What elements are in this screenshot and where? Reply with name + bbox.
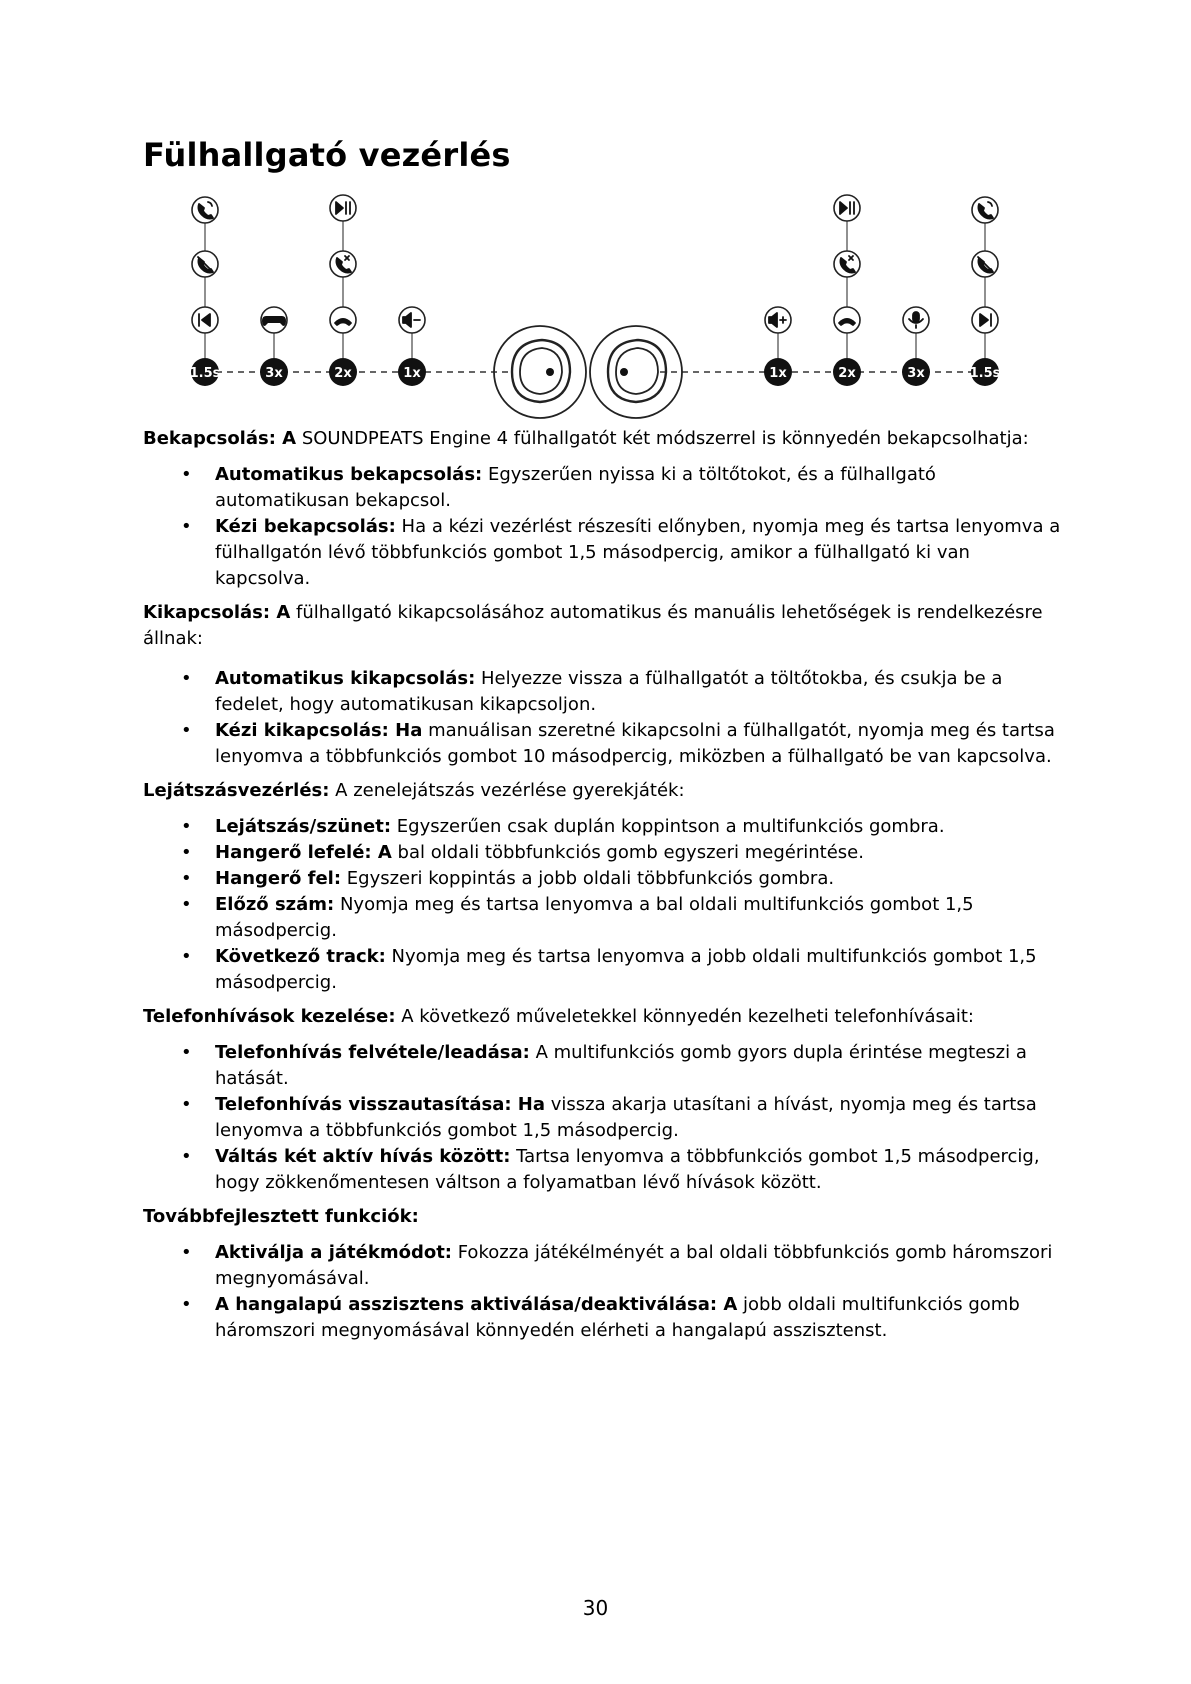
earbud-control-diagram: [0, 186, 1191, 426]
section-power-off: Kikapcsolás: A fülhallgató kikapcsolásához automatikus és manuális lehetőségek is rendelkezésre állnak:: [143, 602, 1043, 649]
section-power-on: Bekapcsolás: A SOUNDPEATS Engine 4 fülhallgatót két módszerrel is könnyedén bekapcsolhatja:: [143, 428, 1029, 449]
playback-list: [143, 814, 1063, 996]
section-calls: Telefonhívások kezelése: A következő műveletekkel könnyedén kezelheti telefonhívásait:: [143, 1006, 974, 1027]
list-item: • Aktiválja a játékmódot: Fokozza játékélményét a bal oldali többfunkciós gomb háromszori megnyomásával.: [143, 1240, 1063, 1292]
page-number: 30: [582, 1596, 609, 1620]
list-item: • Következő track: Nyomja meg és tartsa lenyomva a jobb oldali multifunkciós gombot 1,5 másodpercig.: [143, 944, 1063, 996]
section-advanced: Továbbfejlesztett funkciók:: [143, 1206, 419, 1227]
press-badge-left-2: 3x: [265, 366, 283, 381]
advanced-list: [143, 1240, 1063, 1344]
power-on-list: [143, 462, 1063, 592]
press-badge-right-4: 1.5s: [969, 366, 1001, 381]
list-item: • Automatikus kikapcsolás: Helyezze vissza a fülhallgatót a töltőtokba, és csukja be a fedelet, hogy automatikusan kikapcsoljon.: [143, 666, 1063, 718]
section-playback: Lejátszásvezérlés: A zenelejátszás vezérlése gyerekjáték:: [143, 780, 685, 801]
right-earbud-illustration: [590, 326, 682, 418]
press-badge-right-1: 1x: [769, 366, 787, 381]
press-badge-left-4: 1x: [403, 366, 421, 381]
list-item: • Előző szám: Nyomja meg és tartsa lenyomva a bal oldali multifunkciós gombot 1,5 másodpercig.: [143, 892, 1063, 944]
list-item: • Automatikus bekapcsolás: Egyszerűen nyissa ki a töltőtokot, és a fülhallgató automatikusan bekapcsol.: [143, 462, 1063, 514]
list-item: • A hangalapú asszisztens aktiválása/deaktiválása: A jobb oldali multifunkciós gomb háromszori megnyomásával könnyedén elérheti a hangalapú asszisztenst.: [143, 1292, 1063, 1344]
list-item: • Hangerő lefelé: A bal oldali többfunkciós gomb egyszeri megérintése.: [143, 840, 1063, 866]
press-badge-left-3: 2x: [334, 366, 352, 381]
press-badge-left-1: 1.5s: [189, 366, 221, 381]
list-item: • Kézi kikapcsolás: Ha manuálisan szeretné kikapcsolni a fülhallgatót, nyomja meg és tartsa lenyomva a többfunkciós gombot 10 másodpercig, miközben a fülhallgató be van kapcsolva.: [143, 718, 1063, 770]
page-title: Fülhallgató vezérlés: [143, 136, 511, 174]
list-item: • Kézi bekapcsolás: Ha a kézi vezérlést részesíti előnyben, nyomja meg és tartsa lenyomva a fülhallgatón lévő többfunkciós gombot 1,5 másodpercig, amikor a fülhallgató ki van kapcsolva.: [143, 514, 1063, 592]
list-item: • Váltás két aktív hívás között: Tartsa lenyomva a többfunkciós gombot 1,5 másodpercig, hogy zökkenőmentesen váltson a folyamatban lévő hívások között.: [143, 1144, 1063, 1196]
power-off-list: [143, 666, 1063, 770]
list-item: • Telefonhívás felvétele/leadása: A multifunkciós gomb gyors dupla érintése megteszi a hatását.: [143, 1040, 1063, 1092]
press-badge-right-2: 2x: [838, 366, 856, 381]
instructions-body: [143, 426, 1063, 1352]
list-item: • Telefonhívás visszautasítása: Ha vissza akarja utasítani a hívást, nyomja meg és tartsa lenyomva a többfunkciós gombot 1,5 másodpercig.: [143, 1092, 1063, 1144]
list-item: • Lejátszás/szünet: Egyszerűen csak duplán koppintson a multifunkciós gombra.: [143, 814, 1063, 840]
calls-list: [143, 1040, 1063, 1196]
list-item: • Hangerő fel: Egyszeri koppintás a jobb oldali többfunkciós gombra.: [143, 866, 1063, 892]
press-badge-right-3: 3x: [907, 366, 925, 381]
